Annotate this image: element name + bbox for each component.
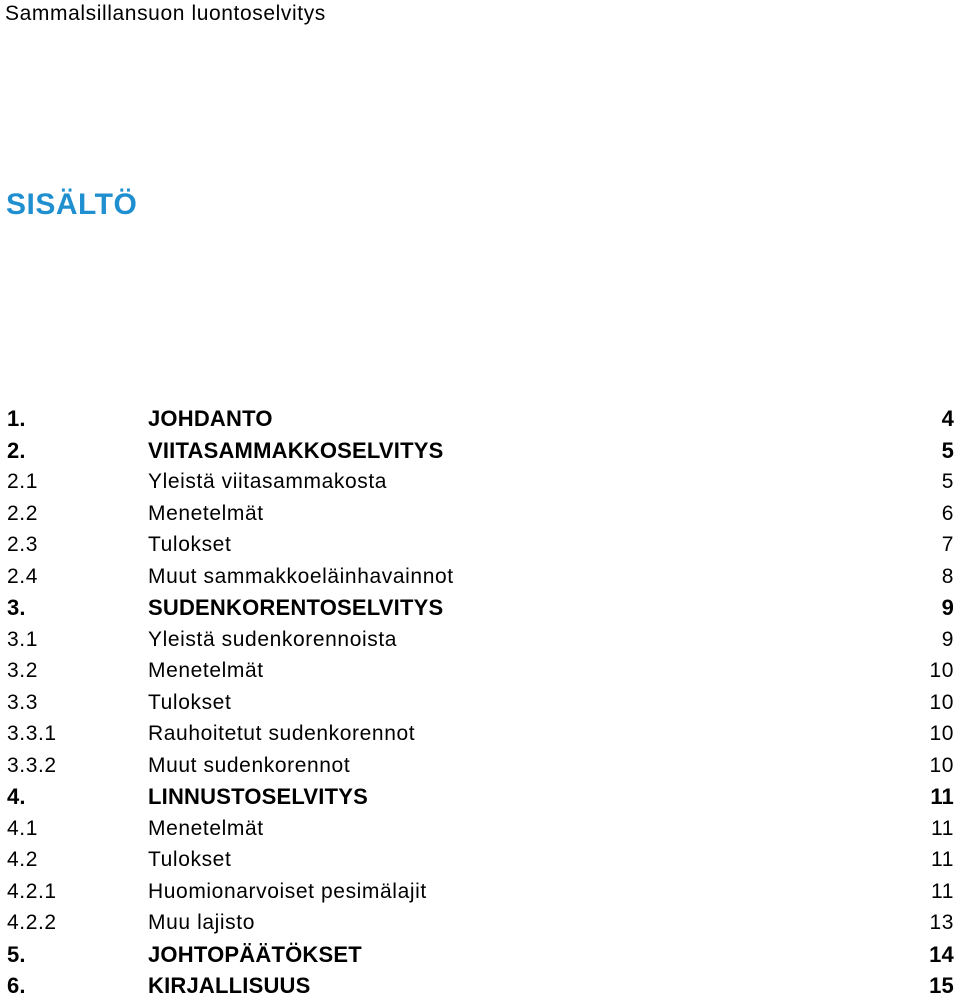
toc-entry[interactable] (0, 939, 960, 971)
toc-entry[interactable] (0, 876, 960, 908)
toc-entry[interactable] (0, 466, 960, 498)
toc-entry[interactable] (0, 813, 960, 845)
toc-entry-page: 9 (941, 595, 954, 620)
toc-entry-number: 4. (7, 784, 26, 809)
toc-entry[interactable] (0, 718, 960, 750)
toc-entry-title: Menetelmät (148, 816, 264, 840)
toc-entry-page: 8 (941, 564, 954, 588)
toc-entry-page: 4 (941, 406, 954, 431)
toc-entry-title: Muut sammakkoeläinhavainnot (148, 564, 454, 588)
toc-entry[interactable] (0, 655, 960, 687)
toc-entry-page: 11 (931, 816, 954, 840)
toc-entry-title: Muu lajisto (148, 911, 255, 934)
toc-entry-number: 4.2.2 (7, 911, 57, 934)
toc-entry[interactable] (0, 687, 960, 719)
toc-entry-page: 15 (929, 973, 954, 998)
toc-entry-number: 2.1 (7, 470, 38, 493)
toc-entry-page: 5 (941, 437, 954, 463)
toc-entry-page: 10 (929, 690, 954, 714)
toc-entry-number: 6. (7, 973, 26, 998)
toc-entry-page: 10 (929, 659, 954, 682)
toc-entry-title: Rauhoitetut sudenkorennot (148, 722, 416, 745)
toc-entry-title: Tulokset (148, 533, 232, 556)
toc-entry-title: Tulokset (148, 848, 232, 871)
toc-entry-title: VIITASAMMAKKOSELVITYS (148, 437, 444, 463)
toc-entry-page: 10 (929, 753, 954, 777)
toc-entry-number: 3.3.2 (7, 753, 57, 777)
toc-entry-number: 2.4 (7, 564, 38, 588)
toc-entry-page: 5 (941, 470, 954, 493)
toc-entry-number: 3.2 (7, 659, 38, 682)
toc-entry-number: 5. (7, 941, 26, 967)
toc-entry-number: 3.3 (7, 690, 38, 714)
toc-entry-number: 3.1 (7, 627, 38, 651)
toc-entry-title: KIRJALLISUUS (148, 973, 311, 998)
toc-entry-number: 4.2.1 (7, 879, 57, 903)
toc-entry-page: 7 (941, 533, 954, 556)
toc-entry-number: 3. (7, 595, 26, 620)
toc-entry-title: Muut sudenkorennot (148, 753, 351, 777)
toc-entry-page: 9 (941, 627, 954, 651)
toc-title: SISÄLTÖ (6, 188, 138, 221)
toc-entry[interactable] (0, 561, 960, 593)
toc-entry-title: LINNUSTOSELVITYS (148, 784, 368, 809)
toc-entry[interactable] (0, 624, 960, 656)
toc-entry-page: 13 (929, 911, 954, 934)
toc-entry[interactable] (0, 844, 960, 876)
toc-entry-number: 2.2 (7, 501, 38, 525)
toc-entry-number: 4.2 (7, 848, 38, 871)
toc-entry-page: 11 (930, 784, 954, 809)
toc-entry-page: 6 (941, 501, 954, 525)
toc-entry-title: JOHDANTO (148, 406, 273, 431)
toc-entry-title: JOHTOPÄÄTÖKSET (148, 941, 362, 967)
toc-entry[interactable] (0, 529, 960, 561)
toc-entry[interactable] (0, 592, 960, 624)
toc-entry-number: 4.1 (7, 816, 38, 840)
toc-entry[interactable] (0, 970, 960, 1002)
toc-entry-title: SUDENKORENTOSELVITYS (148, 595, 444, 620)
toc-entry[interactable] (0, 498, 960, 530)
toc-entry[interactable] (0, 435, 960, 467)
toc-entry-page: 10 (929, 722, 954, 745)
toc-entry[interactable] (0, 403, 960, 435)
toc-entry-title: Yleistä sudenkorennoista (148, 627, 398, 651)
toc-entry-title: Menetelmät (148, 501, 264, 525)
toc-entry-title: Menetelmät (148, 659, 264, 682)
toc-entry-title: Tulokset (148, 690, 232, 714)
toc-entry-number: 3.3.1 (7, 722, 57, 745)
toc-entry[interactable] (0, 781, 960, 813)
toc-entry[interactable] (0, 907, 960, 939)
toc-entry-page: 11 (931, 848, 954, 871)
table-of-contents (0, 403, 960, 1002)
toc-entry-number: 2. (7, 437, 26, 463)
document-header: Sammalsillansuon luontoselvitys (5, 2, 326, 25)
toc-entry-page: 11 (931, 879, 954, 903)
toc-entry-number: 2.3 (7, 533, 38, 556)
toc-entry-title: Huomionarvoiset pesimälajit (148, 879, 427, 903)
toc-entry-title: Yleistä viitasammakosta (148, 470, 388, 493)
toc-entry[interactable] (0, 750, 960, 782)
toc-entry-number: 1. (7, 406, 26, 431)
toc-entry-page: 14 (929, 941, 954, 967)
